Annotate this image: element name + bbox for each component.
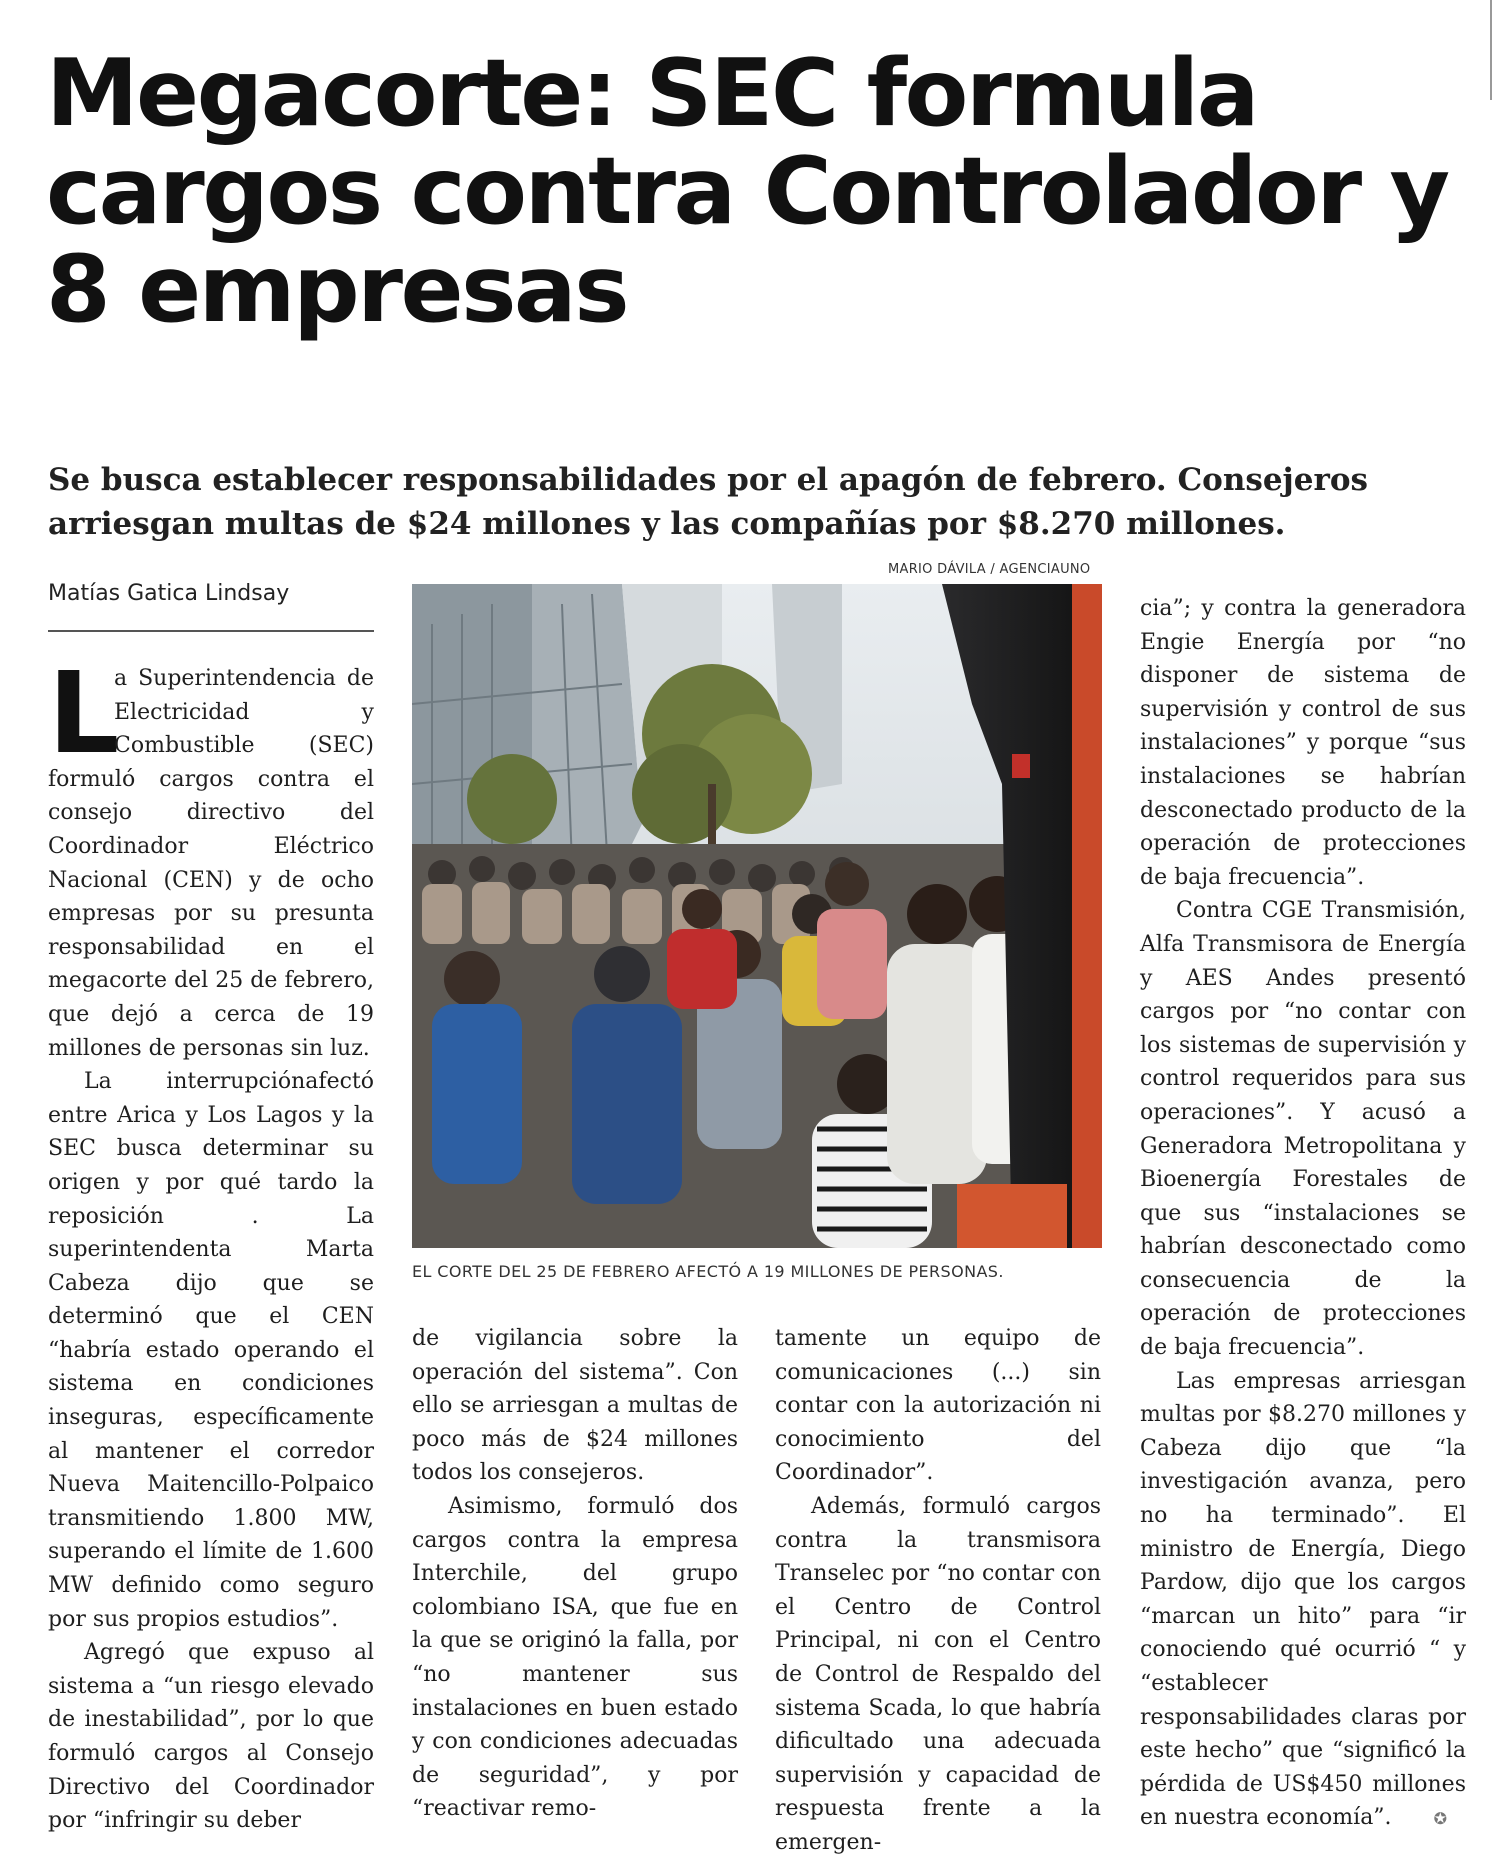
paragraph: Contra CGE Transmisión, Alfa Transmisora de Energía y AES Andes presentó cargos por “no contar con los sistemas de supervisión y control requeridos para sus operaciones”. Y acusó a Generadora Metropolitana y Bioenergía Forestales de que sus “instalaciones se habrían desconectado como consecuencia de la operación de protecciones de baja frecuencia”.: [1140, 898, 1466, 1361]
photo-credit: MARIO DÁVILA / AGENCIAUNO: [888, 562, 1091, 577]
paragraph-last: [1140, 1365, 1466, 1836]
article-column-4: [1140, 592, 1466, 1836]
lead-paragraph: [48, 649, 374, 1065]
news-photo: [412, 584, 1102, 1248]
headline: Megacorte: SEC formula cargos contra Controlador y 8 empresas: [46, 39, 1448, 343]
paragraph-text: a Superintendencia de Electricidad y Combustible (SEC) formuló cargos contra el consejo directivo del Coordinador Eléctrico Nacional (CEN) y de ocho empresas por su presunta responsabilidad en el megacorte del 25 de febrero, que dejó a cerca de 19 millones de personas sin luz.: [48, 666, 374, 1061]
paragraph: Además, formuló cargos contra la transmisora Transelec por “no contar con el Centro de Control Principal, ni con el Centro de Control de Respaldo del sistema Scada, lo que habría dificultado una adecuada supervisión y capacidad de respuesta frente a la emergen-: [775, 1493, 1101, 1855]
byline-divider: [48, 630, 374, 632]
article-column-2: [412, 1322, 738, 1826]
article-column-3: [775, 1322, 1101, 1860]
drop-cap: L: [48, 649, 120, 779]
paragraph: tamente un equipo de comunicaciones (...) sin contar con la autorización ni conocimiento del Coordinador”.: [775, 1326, 1101, 1486]
photo-caption: EL CORTE DEL 25 DE FEBRERO AFECTÓ A 19 MILLONES DE PERSONAS.: [412, 1262, 1004, 1281]
page-edge-line: [1490, 0, 1492, 100]
paragraph-text: Las empresas arriesgan multas por $8.270 millones y Cabeza dijo que “la investigación avanza, pero no ha terminado”. El ministro de Energía, Diego Pardow, dijo que los cargos “marcan un hito” para “ir conociendo qué ocurrió “ y “establecer responsabilidades claras por este hecho” que “significó la pérdida de US$450 millones en nuestra economía”.: [1140, 1368, 1466, 1831]
paragraph: La interrupciónafectó entre Arica y Los Lagos y la SEC busca determinar su origen y por qué tardo la reposición . La superintendenta Marta Cabeza dijo que se determinó que el CEN “habría estado operando el sistema en condiciones inseguras, específicamente al mantener el corredor Nueva Maitencillo-Polpaico transmitiendo 1.800 MW, superando el límite de 1.600 MW definido como seguro por sus propios estudios”.: [48, 1069, 374, 1632]
paragraph: de vigilancia sobre la operación del sistema”. Con ello se arriesgan a multas de poco más de $24 millones todos los consejeros.: [412, 1326, 738, 1486]
article-column-1: [48, 649, 374, 1838]
paragraph: cia”; y contra la generadora Engie Energía por “no disponer de sistema de supervisión y control de sus instalaciones” y porque “sus instalaciones se habrían desconectado producto de la operación de protecciones de baja frecuencia”.: [1140, 596, 1466, 890]
paragraph: Agregó que expuso al sistema a “un riesgo elevado de inestabilidad”, por lo que formuló cargos al Consejo Directivo del Coordinador por “infringir su deber: [48, 1640, 374, 1834]
end-of-article-icon: ✪: [1433, 1809, 1447, 1829]
paragraph: Asimismo, formuló dos cargos contra la empresa Interchile, del grupo colombiano ISA, que fue en la que se originó la falla, por “no mantener sus instalaciones en buen estado y con condiciones adecuadas de seguridad”, y por “reactivar remo-: [412, 1493, 738, 1822]
subheadline: Se busca establecer responsabilidades por el apagón de febrero. Consejeros arriesgan multas de $24 millones y las compañías por $8.270 millones.: [48, 462, 1368, 542]
byline: Matías Gatica Lindsay: [48, 581, 290, 606]
